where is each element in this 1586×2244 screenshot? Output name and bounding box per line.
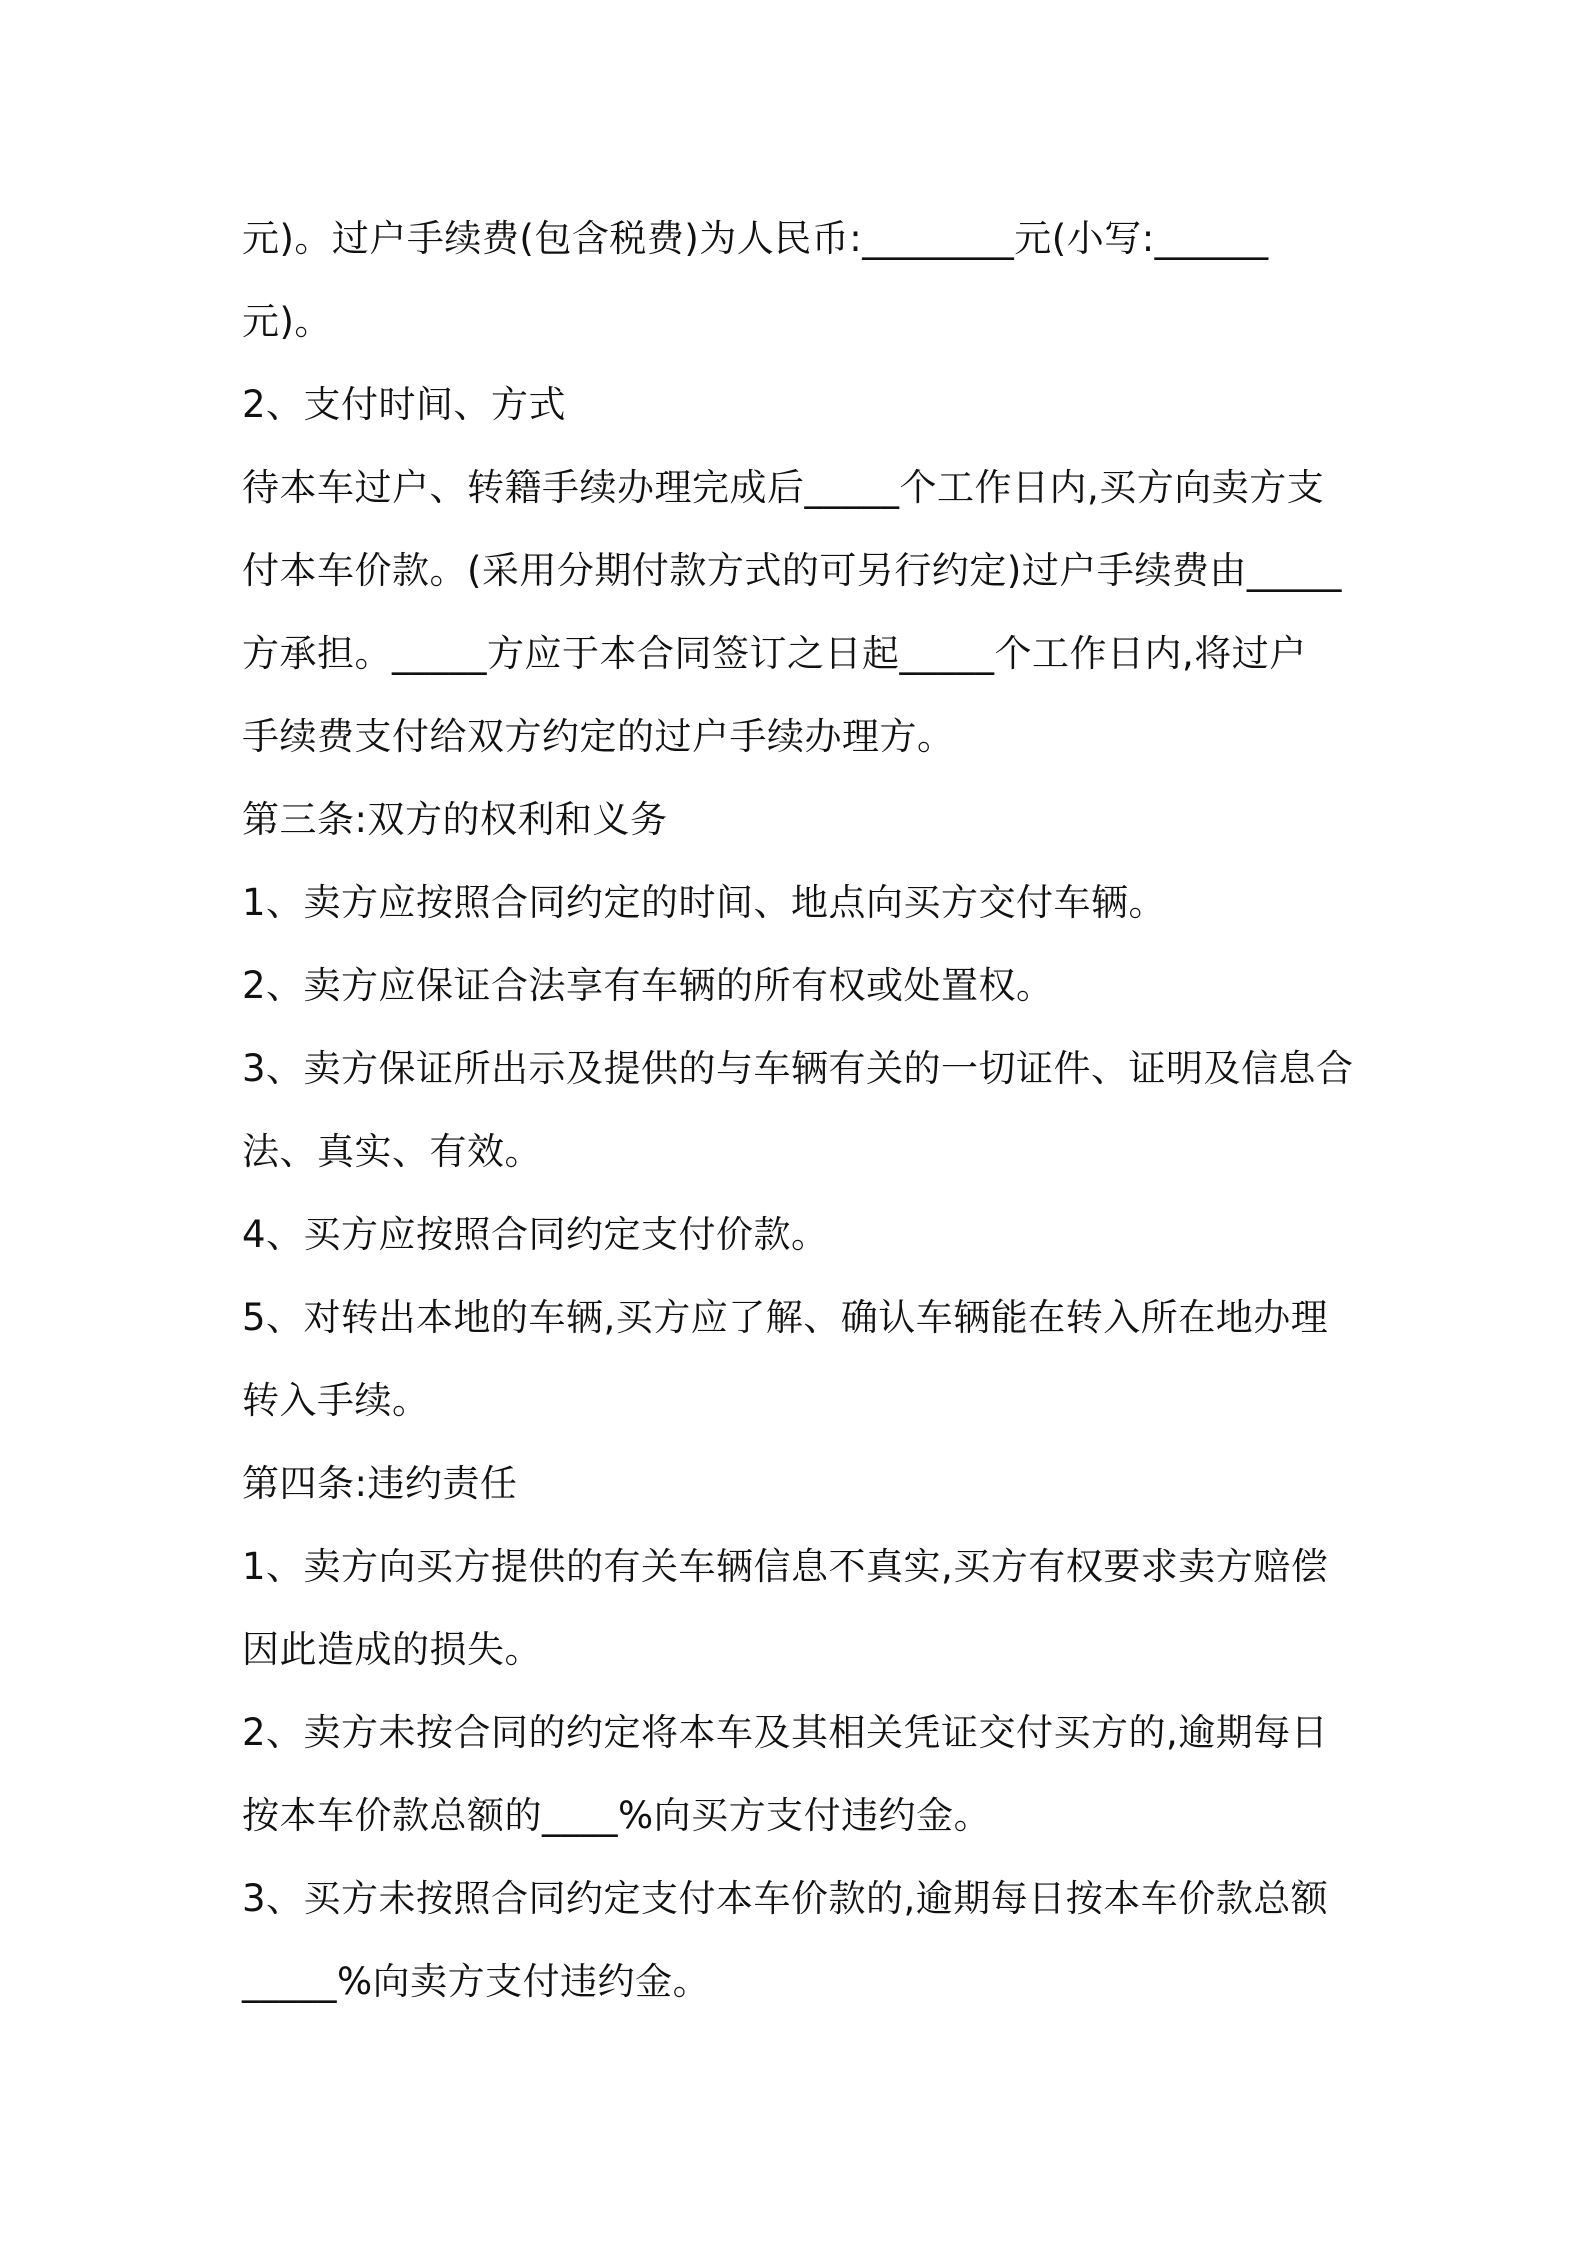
section-heading: 2、支付时间、方式 [242, 383, 567, 426]
text-line: 法、真实、有效。 [242, 1130, 542, 1173]
text-line: 元)。 [242, 300, 332, 343]
text-line: 方承担。_____方应于本合同签订之日起_____个工作日内,将过户 [242, 632, 1307, 675]
clause-line: 4、买方应按照合同约定支付价款。 [242, 1213, 829, 1256]
article-heading: 第三条:双方的权利和义务 [242, 798, 668, 841]
clause-line: 2、卖方未按合同的约定将本车及其相关凭证交付买方的,逾期每日 [242, 1711, 1329, 1754]
article-heading: 第四条:违约责任 [242, 1462, 518, 1505]
clause-line: 3、卖方保证所出示及提供的与车辆有关的一切证件、证明及信息合 [242, 1047, 1354, 1090]
text-line: 待本车过户、转籍手续办理完成后_____个工作日内,买方向卖方支 [242, 466, 1325, 509]
text-line: 付本车价款。(采用分期付款方式的可另行约定)过户手续费由_____ [242, 549, 1342, 592]
text-line: 按本车价款总额的____%向买方支付违约金。 [242, 1794, 992, 1837]
clause-line: 1、卖方应按照合同约定的时间、地点向买方交付车辆。 [242, 881, 1167, 924]
clause-line: 2、卖方应保证合法享有车辆的所有权或处置权。 [242, 964, 1054, 1007]
text-line: 因此造成的损失。 [242, 1628, 542, 1671]
clause-line: 1、卖方向买方提供的有关车辆信息不真实,买方有权要求卖方赔偿 [242, 1545, 1329, 1588]
text-line: 手续费支付给双方约定的过户手续办理方。 [242, 715, 955, 758]
clause-line: 5、对转出本地的车辆,买方应了解、确认车辆能在转入所在地办理 [242, 1296, 1329, 1339]
clause-line: 3、买方未按照合同约定支付本车价款的,逾期每日按本车价款总额 [242, 1877, 1329, 1920]
document-body [242, 197, 1357, 2023]
text-line: 元)。过户手续费(包含税费)为人民币:________元(小写:______ [242, 217, 1269, 260]
text-line: _____%向卖方支付违约金。 [242, 1960, 711, 2003]
text-line: 转入手续。 [242, 1379, 430, 1422]
